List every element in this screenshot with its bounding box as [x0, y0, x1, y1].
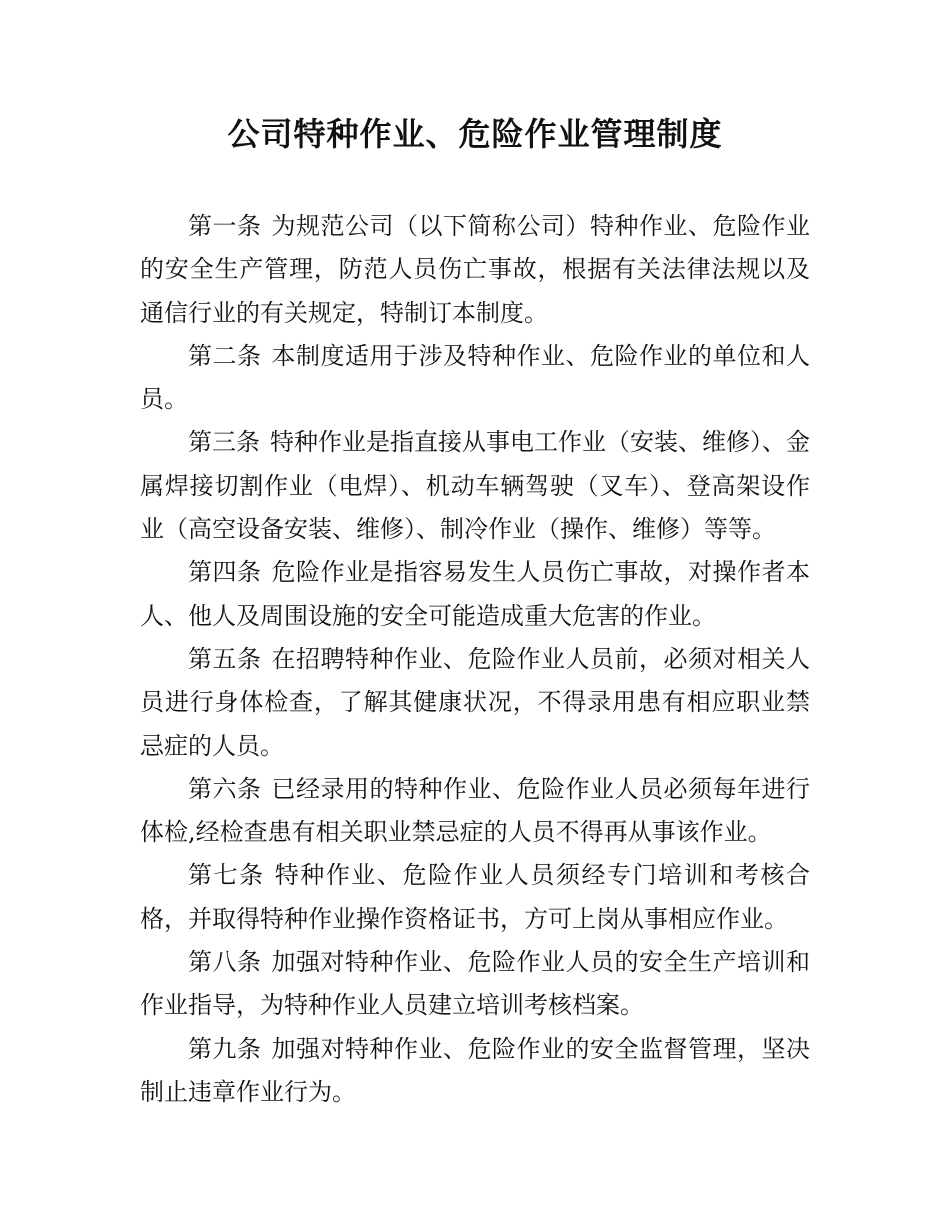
article-number: 第九条	[188, 1034, 262, 1063]
article-2	[140, 335, 810, 422]
article-text: 已经录用的特种作业、危险作业人员必须每年进行体检,经检查患有相关职业禁忌症的人员不得再从事该作业。	[140, 774, 810, 847]
article-text: 为规范公司（以下简称公司）特种作业、危险作业的安全生产管理，防范人员伤亡事故，根据有关法律法规以及通信行业的有关规定，特制订本制度。	[140, 212, 810, 327]
article-number: 第六条	[188, 774, 262, 803]
article-4	[140, 551, 810, 638]
article-6	[140, 768, 810, 855]
article-number: 第五条	[188, 644, 262, 673]
article-text: 本制度适用于涉及特种作业、危险作业的单位和人员。	[140, 341, 810, 414]
article-number: 第四条	[188, 558, 262, 587]
article-text: 在招聘特种作业、危险作业人员前，必须对相关人员进行身体检查，了解其健康状况，不得录用患有相应职业禁忌症的人员。	[140, 644, 810, 760]
article-3	[140, 421, 810, 551]
article-text: 特种作业、危险作业人员须经专门培训和考核合格，并取得特种作业操作资格证书，方可上岗从事相应作业。	[140, 861, 811, 933]
article-text: 加强对特种作业、危险作业的安全监督管理，坚决制止违章作业行为。	[140, 1034, 810, 1106]
article-text: 危险作业是指容易发生人员伤亡事故，对操作者本人、他人及周围设施的安全可能造成重大危害的作业。	[140, 558, 810, 630]
article-number: 第八条	[188, 948, 262, 977]
article-5	[140, 638, 810, 768]
document-body	[140, 205, 810, 1114]
article-number: 第一条	[188, 212, 262, 240]
article-7	[140, 854, 810, 941]
document-title: 公司特种作业、危险作业管理制度	[227, 115, 723, 153]
article-number: 第七条	[188, 861, 265, 890]
article-1	[140, 205, 810, 335]
article-text: 特种作业是指直接从事电工作业（安装、维修）、金属焊接切割作业（电焊）、机动车辆驾驶（叉车）、登高架设作业（高空设备安装、维修）、制冷作业（操作、维修）等等。	[140, 428, 810, 544]
article-text: 加强对特种作业、危险作业人员的安全生产培训和作业指导，为特种作业人员建立培训考核档案。	[140, 948, 810, 1020]
article-9	[140, 1028, 810, 1115]
article-number: 第二条	[188, 341, 262, 370]
article-8	[140, 941, 810, 1028]
article-number: 第三条	[188, 428, 260, 457]
